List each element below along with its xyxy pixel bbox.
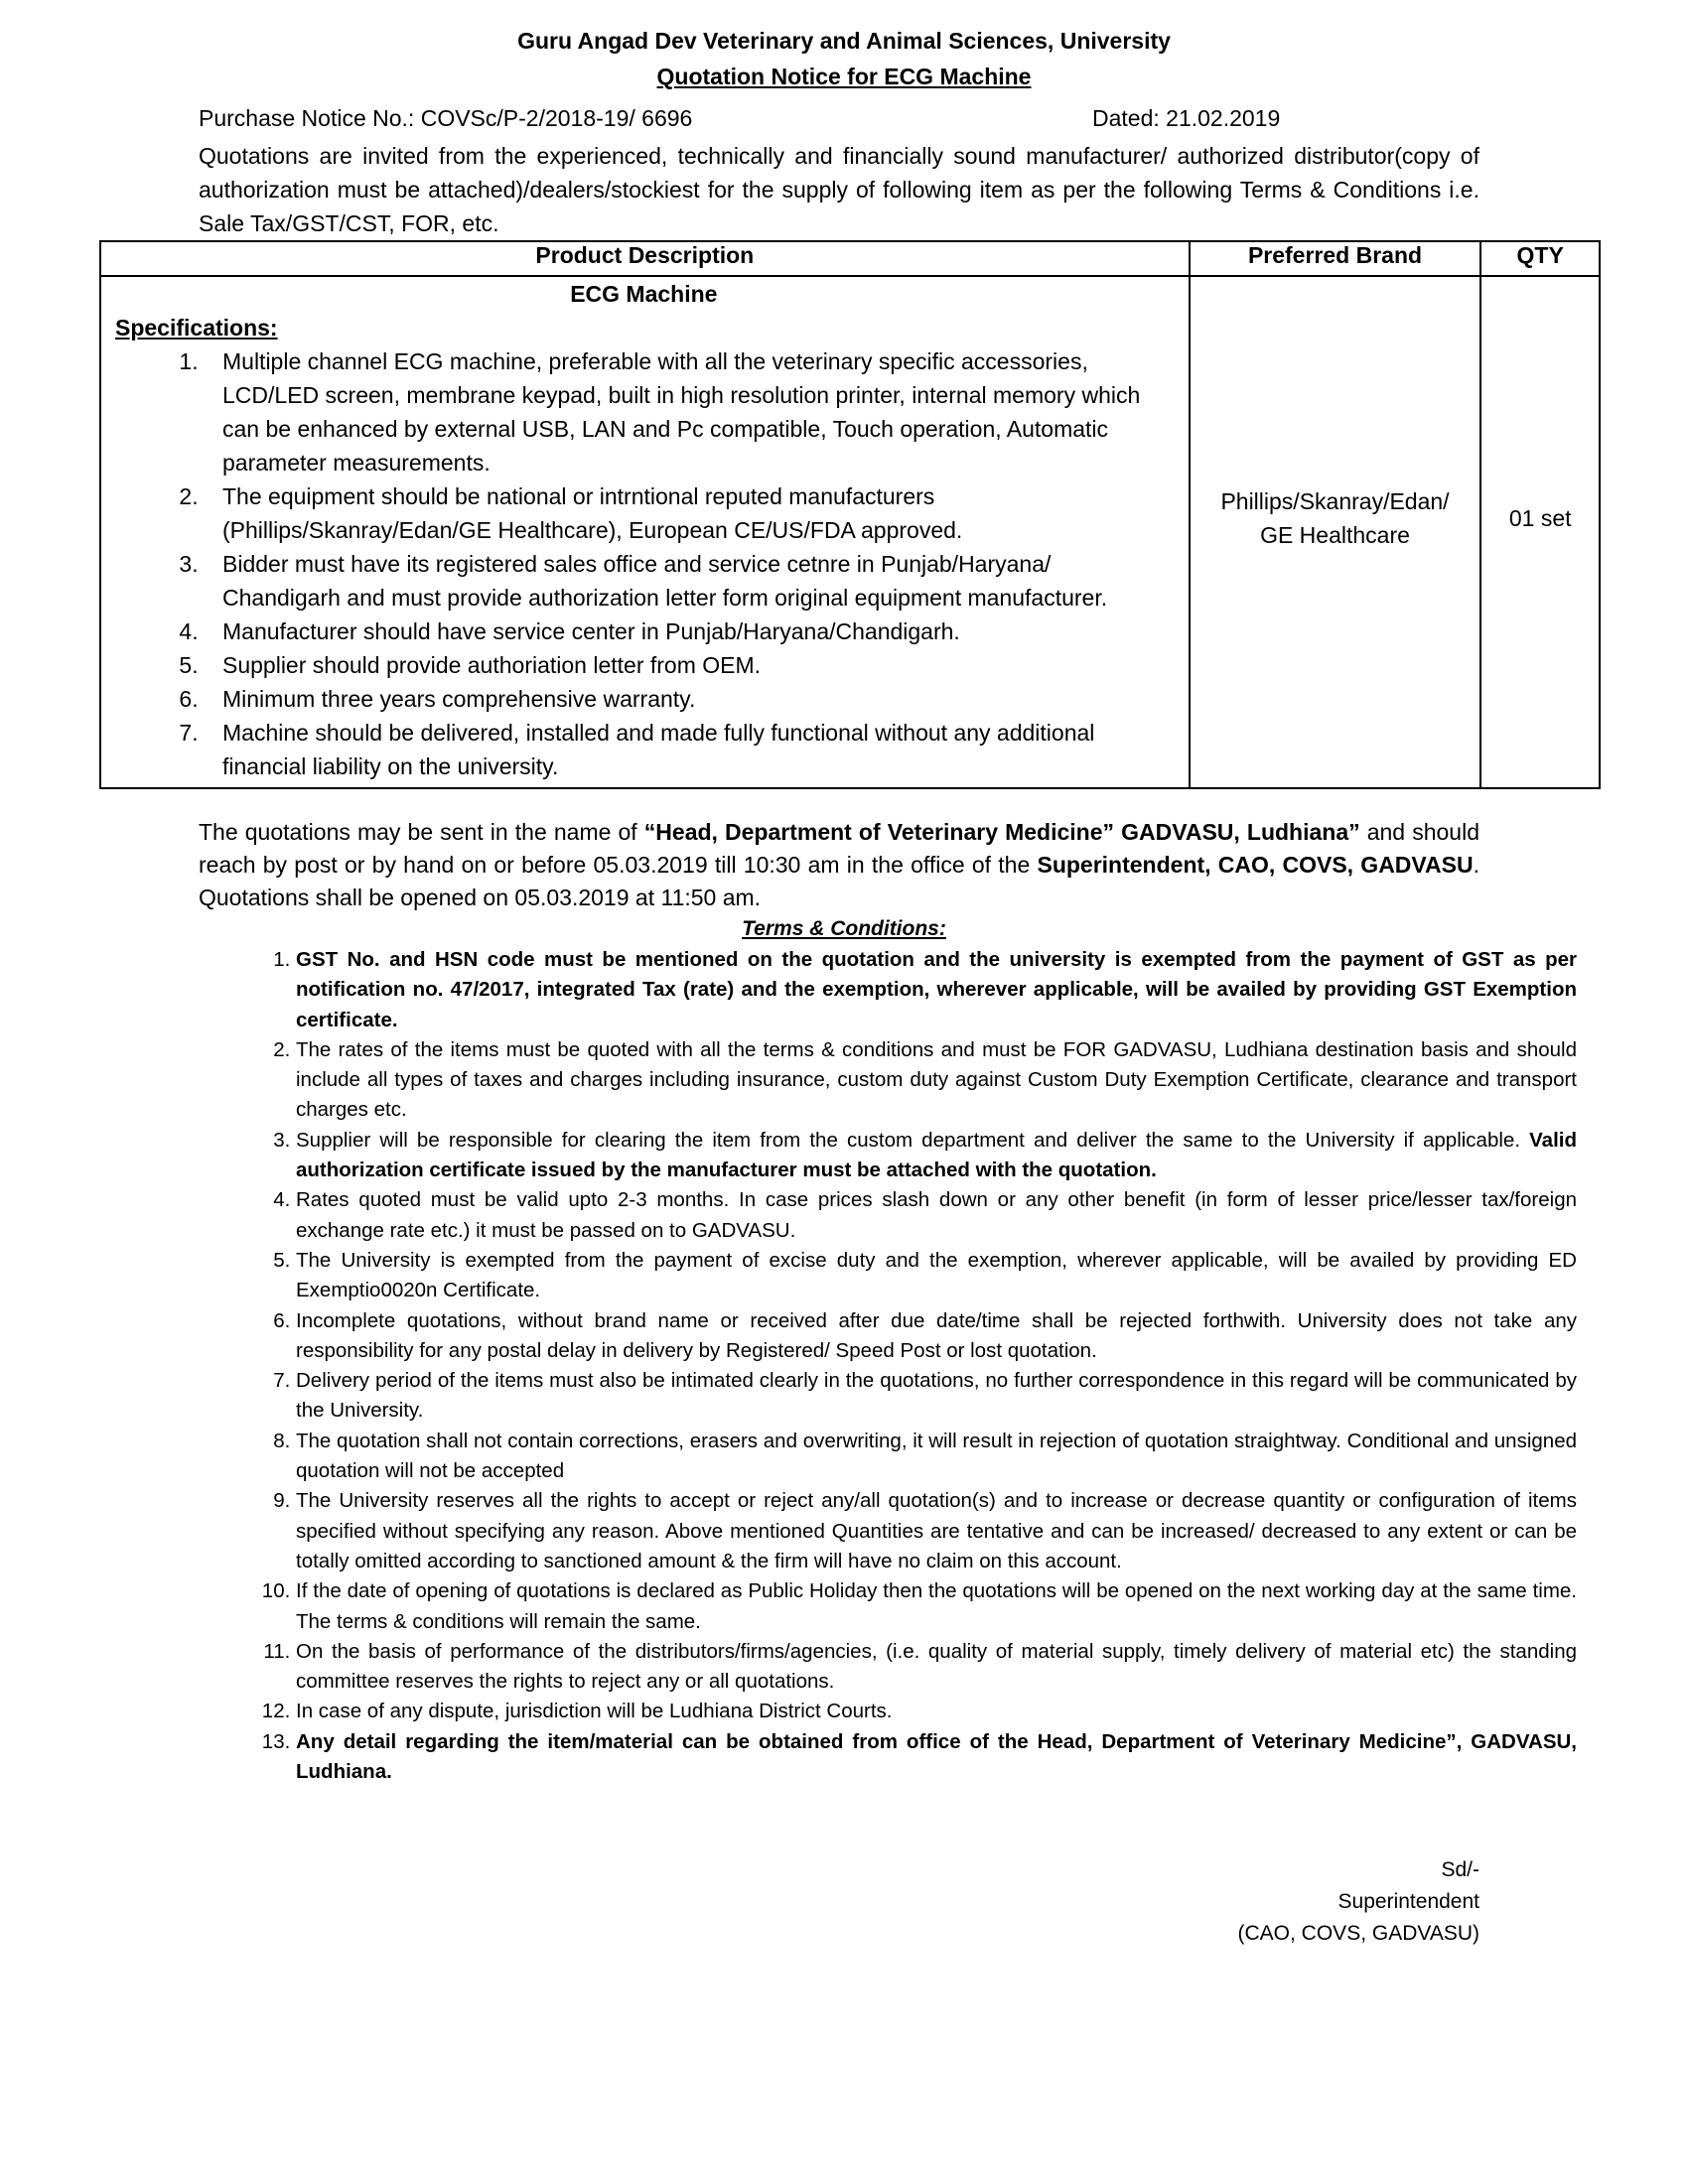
signature-designation: Superintendent [1337,1890,1479,1913]
qty-cell [1480,276,1600,788]
terms-list [199,945,1577,1787]
header-preferred-brand: Preferred Brand [1190,241,1481,276]
qty-value: 01 set [1508,505,1572,531]
list-item: 8. The quotation shall not contain corrections, erasers and overwriting, it will result in rejection of quotation straightway. Conditional and unsigned quotation will not be accepted [296,1427,1577,1487]
table-row [100,276,1600,788]
header-product-description: Product Description [100,241,1190,276]
submission-text: The quotations may be sent in the name of [199,819,644,845]
submission-paragraph [199,816,1479,914]
notice-date: Dated: 21.02.2019 [1092,105,1281,131]
product-table [99,240,1601,789]
list-item: 12. In case of any dispute, jurisdiction will be Ludhiana District Courts. [296,1697,1577,1726]
terms-heading: Terms & Conditions: [742,917,946,940]
list-item: 5. The University is exempted from the payment of excise duty and the exemption, wherever applicable, will be availed by providing ED Exemptio0020n Certificate. [296,1246,1577,1306]
list-item: 11. On the basis of performance of the distributors/firms/agencies, (i.e. quality of material supply, timely delivery of material etc) the standing committee reserves the rights to reject any or all quotations. [296,1637,1577,1698]
university-name: Guru Angad Dev Veterinary and Animal Sciences, University [517,28,1171,54]
submission-text: and should reach by post or by hand on or before 05.03.2019 till 10:30 am in the office of the [199,819,1479,878]
list-item: 7. Delivery period of the items must also be intimated clearly in the quotations, no further correspondence in this regard will be communicated by the University. [296,1366,1577,1427]
signature-office: (CAO, COVS, GADVASU) [1237,1922,1479,1945]
brand-line: Phillips/Skanray/Edan/ [1220,487,1450,514]
item-name: ECG Machine [570,281,718,307]
list-item: 1. Multiple channel ECG machine, preferable with all the veterinary specific accessories, LCD/LED screen, membrane keypad, built in high resolution printer, internal memory which can be enhanced by external USB, LAN and Pc compatible, Touch operation, Automatic parameter measurements. [205,344,1173,479]
term-text: Supplier will be responsible for clearing the item from the custom department and deliver the same to the University if applicable. [296,1128,1530,1152]
list-item: 2. The equipment should be national or intrntional reputed manufacturers (Phillips/Skanray/Edan/GE Healthcare), European CE/US/FDA approved. [205,479,1173,547]
notice-info-line [199,105,1479,132]
list-item: 13. Any detail regarding the item/material can be obtained from office of the Head, Department of Veterinary Medicine”, GADVASU, Ludhiana. [296,1727,1577,1788]
list-item: 3. Bidder must have its registered sales office and service cetnre in Punjab/Haryana/ Chandigarh and must provide authorization letter form original equipment manufacturer. [205,547,1173,614]
notice-title: Quotation Notice for ECG Machine [656,64,1032,89]
purchase-notice-number: Purchase Notice No.: COVSc/P-2/2018-19/ 6696 [199,105,693,131]
list-item [296,1126,1577,1186]
product-description-cell [100,276,1190,788]
list-item: 6. Incomplete quotations, without brand name or received after due date/time shall be rejected forthwith. University does not take any responsibility for any postal delay in delivery by Registered/ Speed Post or lost quotation. [296,1306,1577,1367]
signature-sd: Sd/- [1441,1858,1479,1881]
list-item: 1. GST No. and HSN code must be mentioned on the quotation and the university is exempted from the payment of GST as per notification no. 47/2017, integrated Tax (rate) and the exemption, wherever applicable, will be availed by providing GST Exemption certificate. [296,945,1577,1035]
specifications-heading: Specifications: [115,315,278,341]
list-item: 6. Minimum three years comprehensive warranty. [205,682,1173,716]
list-item: 2. The rates of the items must be quoted with all the terms & conditions and must be FOR GADVASU, Ludhiana destination basis and should include all types of taxes and charges including insurance, custom duty against Custom Duty Exemption Certificate, clearance and transport charges etc. [296,1035,1577,1126]
list-item: 5. Supplier should provide authoriation letter from OEM. [205,648,1173,682]
list-item: 10. If the date of opening of quotations is declared as Public Holiday then the quotations will be opened on the next working day at the same time. The terms & conditions will remain the same. [296,1576,1577,1637]
list-item: 9. The University reserves all the rights to accept or reject any/all quotation(s) and to increase or decrease quantity or configuration of items specified without specifying any reason. Above mentioned Quantities are tentative and can be increased/ decreased to any extent or can be totally omitted according to sanctioned amount & the firm will have no claim on this account. [296,1486,1577,1576]
submission-addressee: “Head, Department of Veterinary Medicine” GADVASU, Ludhiana” [643,819,1360,845]
list-item: 7. Machine should be delivered, installed and made fully functional without any additional financial liability on the university. [205,716,1173,783]
brand-line: GE Healthcare [1260,521,1410,548]
table-header-row [100,241,1600,276]
list-item: 4. Rates quoted must be valid upto 2-3 months. In case prices slash down or any other benefit (in form of lesser price/lesser tax/foreign exchange rate etc.) it must be passed on to GADVASU. [296,1185,1577,1246]
list-item: 4. Manufacturer should have service center in Punjab/Haryana/Chandigarh. [205,614,1173,648]
term-text-bold: Valid authorization certificate issued by the manufacturer must be attached with the quotation. [296,1128,1577,1182]
intro-paragraph: Quotations are invited from the experienced, technically and financially sound manufacturer/ authorized distributor(copy of authorization must be attached)/dealers/stockiest for the supply of following item as per the following Terms & Conditions i.e. Sale Tax/GST/CST, FOR, etc. [199,143,1479,236]
specifications-list [115,344,1173,783]
header-qty: QTY [1480,241,1600,276]
submission-text: . Quotations shall be opened on 05.03.2019 at 11:50 am. [199,852,1479,910]
preferred-brand-cell [1190,276,1481,788]
submission-office: Superintendent, CAO, COVS, GADVASU [1037,852,1474,878]
